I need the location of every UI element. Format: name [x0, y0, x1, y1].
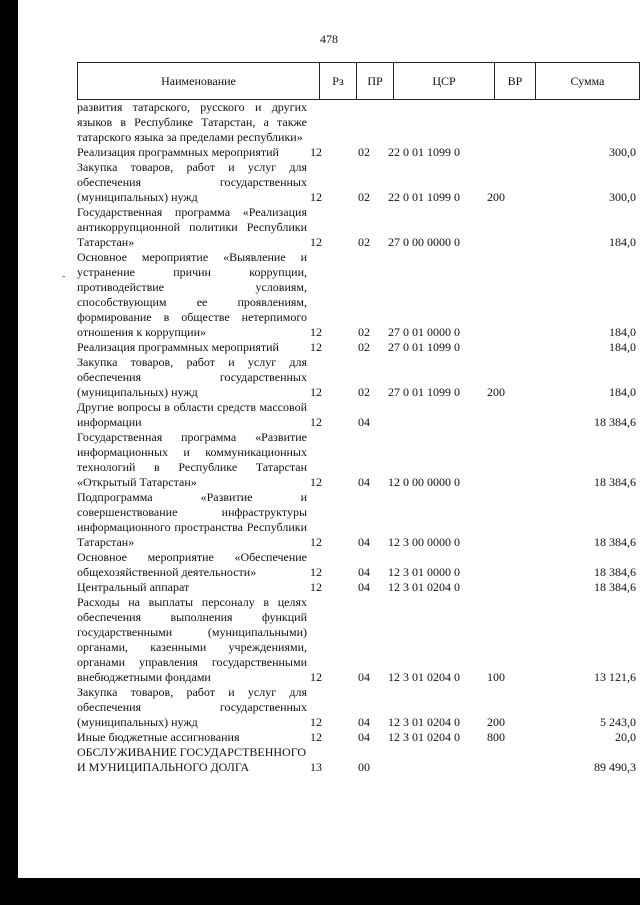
row-vr: 200	[487, 190, 505, 204]
row-sum: 184,0	[609, 385, 636, 399]
row-csr: 27 0 01 1099 0	[388, 340, 460, 354]
row-pr: 02	[358, 235, 370, 249]
row-rz: 12	[310, 475, 322, 489]
header-pr: ПР	[356, 63, 393, 99]
table-row	[77, 730, 640, 745]
row-csr: 12 3 00 0000 0	[388, 535, 460, 549]
page-number: 478	[320, 32, 338, 46]
header-rz: Рз	[319, 63, 356, 99]
row-csr: 27 0 00 0000 0	[388, 235, 460, 249]
row-csr: 12 3 01 0204 0	[388, 730, 460, 744]
table-row	[77, 250, 640, 340]
row-rz: 12	[310, 535, 322, 549]
table-body	[77, 100, 640, 775]
row-sum: 18 384,6	[594, 415, 636, 429]
row-pr: 04	[358, 535, 370, 549]
table-row	[77, 205, 640, 250]
row-name: Закупка товаров, работ и услуг для обеспечения государственных (муниципальных) нужд	[77, 355, 307, 399]
row-vr: 200	[487, 715, 505, 729]
row-sum: 18 384,6	[594, 475, 636, 489]
row-pr: 04	[358, 670, 370, 684]
row-rz: 12	[310, 670, 322, 684]
row-vr: 200	[487, 385, 505, 399]
row-name: Государственная программа «Реализация антикоррупционной политики Республики Татарстан»	[77, 205, 307, 249]
row-pr: 02	[358, 340, 370, 354]
row-pr: 02	[358, 145, 370, 159]
row-name: Расходы на выплаты персоналу в целях обеспечения выполнения функций государственными (муниципальными) органами, казенными учреждениями, органами управления государственными внебюджетными фондами	[77, 595, 307, 684]
table-row	[77, 685, 640, 730]
table-row	[77, 355, 640, 400]
row-csr: 12 3 01 0000 0	[388, 565, 460, 579]
row-pr: 04	[358, 475, 370, 489]
row-sum: 18 384,6	[594, 535, 636, 549]
row-name: Государственная программа «Развитие информационных и коммуникационных технологий в Республике Татарстан «Открытый Татарстан»	[77, 430, 307, 489]
row-name: Закупка товаров, работ и услуг для обеспечения государственных (муниципальных) нужд	[77, 160, 307, 204]
row-pr: 04	[358, 580, 370, 594]
row-csr: 12 3 01 0204 0	[388, 715, 460, 729]
row-pr: 02	[358, 325, 370, 339]
row-name: Центральный аппарат	[77, 580, 190, 594]
row-csr: 22 0 01 1099 0	[388, 190, 460, 204]
row-pr: 00	[358, 760, 370, 774]
row-sum: 5 243,0	[600, 715, 636, 729]
row-sum: 18 384,6	[594, 580, 636, 594]
row-rz: 12	[310, 565, 322, 579]
row-name: Закупка товаров, работ и услуг для обеспечения государственных (муниципальных) нужд	[77, 685, 307, 729]
row-pr: 04	[358, 715, 370, 729]
row-rz: 13	[310, 760, 322, 774]
table-row	[77, 745, 640, 775]
document-page	[18, 0, 640, 878]
row-sum: 300,0	[609, 145, 636, 159]
table-row	[77, 400, 640, 430]
row-pr: 02	[358, 385, 370, 399]
row-name: Основное мероприятие «Обеспечение общехозяйственной деятельности»	[77, 550, 307, 579]
row-sum: 300,0	[609, 190, 636, 204]
table-row	[77, 580, 640, 595]
row-rz: 12	[310, 580, 322, 594]
row-name: Реализация программных мероприятий	[77, 340, 279, 354]
header-sum: Сумма	[535, 63, 639, 99]
table-header	[77, 62, 640, 100]
row-csr: 12 3 01 0204 0	[388, 670, 460, 684]
row-rz: 12	[310, 190, 322, 204]
table-row	[77, 340, 640, 355]
row-name: Другие вопросы в области средств массовой информации	[77, 400, 307, 429]
table-row	[77, 160, 640, 205]
row-rz: 12	[310, 730, 322, 744]
row-sum: 89 490,3	[594, 760, 636, 774]
row-name: Иные бюджетные ассигнования	[77, 730, 240, 744]
row-csr: 12 3 01 0204 0	[388, 580, 460, 594]
row-name: Подпрограмма «Развитие и совершенствование инфраструктуры информационного пространства Республики Татарстан»	[77, 490, 307, 549]
row-pr: 04	[358, 565, 370, 579]
row-sum: 184,0	[609, 325, 636, 339]
table-row	[77, 100, 640, 145]
row-vr: 100	[487, 670, 505, 684]
row-csr: 27 0 01 1099 0	[388, 385, 460, 399]
row-name: Реализация программных мероприятий	[77, 145, 279, 159]
row-pr: 02	[358, 190, 370, 204]
row-sum: 20,0	[615, 730, 636, 744]
row-name: ОБСЛУЖИВАНИЕ ГОСУДАРСТВЕННОГО И МУНИЦИПАЛЬНОГО ДОЛГА	[77, 745, 307, 774]
row-pr: 04	[358, 415, 370, 429]
row-rz: 12	[310, 145, 322, 159]
table-row	[77, 550, 640, 580]
table-row	[77, 595, 640, 685]
row-rz: 12	[310, 325, 322, 339]
margin-mark: -	[62, 271, 66, 282]
table-row	[77, 145, 640, 160]
table-row	[77, 490, 640, 550]
header-vr: ВР	[494, 63, 535, 99]
row-rz: 12	[310, 415, 322, 429]
row-vr: 800	[487, 730, 505, 744]
row-name: развития татарского, русского и других языков в Республике Татарстан, а также татарского языка за пределами республики»	[77, 100, 307, 144]
header-name: Наименование	[161, 73, 236, 88]
row-csr: 27 0 01 0000 0	[388, 325, 460, 339]
row-sum: 184,0	[609, 340, 636, 354]
row-sum: 13 121,6	[594, 670, 636, 684]
row-name: Основное мероприятие «Выявление и устранение причин коррупции, противодействие условиям, способствующим ее проявлениям, формирование в обществе нетерпимого отношения к коррупции»	[77, 250, 307, 339]
table-row	[77, 430, 640, 490]
header-csr: ЦСР	[393, 63, 494, 99]
row-sum: 18 384,6	[594, 565, 636, 579]
row-rz: 12	[310, 235, 322, 249]
row-rz: 12	[310, 340, 322, 354]
row-rz: 12	[310, 715, 322, 729]
row-csr: 22 0 01 1099 0	[388, 145, 460, 159]
row-sum: 184,0	[609, 235, 636, 249]
row-pr: 04	[358, 730, 370, 744]
row-rz: 12	[310, 385, 322, 399]
row-csr: 12 0 00 0000 0	[388, 475, 460, 489]
